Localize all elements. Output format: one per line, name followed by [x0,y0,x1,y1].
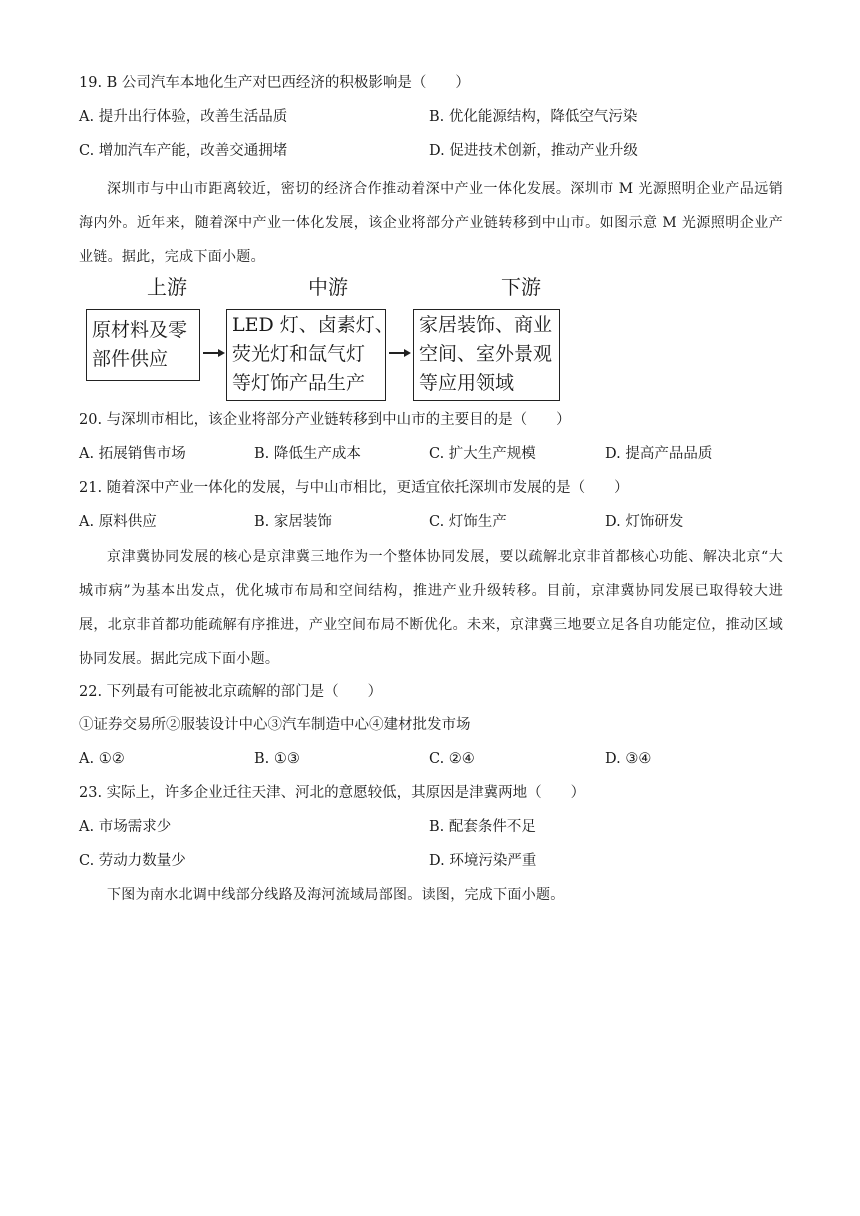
question-22-items: ①证券交易所②服装设计中心③汽车制造中心④建材批发市场 [79,717,471,733]
question-23-option-a[interactable]: A. 市场需求少 [79,819,172,835]
midstream-line-3: 等灯饰产品生产 [232,372,366,394]
passage-shenzhen-zhongshan: 深圳市与中山市距离较近，密切的经济合作推动着深中产业一体化发展。深圳市 M 光源照明企业产品远销海内外。近年来，随着深中产业一体化发展，该企业将部分产业链转移到中山市。如图示意 M 光源照明企业产业链。据此，完成下面小题。 [79,181,783,265]
question-20-option-b[interactable]: B. 降低生产成本 [254,446,361,462]
stage-midstream-label: 中游 [308,275,348,299]
arrow-right-icon [389,349,411,357]
midstream-line-2: 荧光灯和氙气灯 [232,343,366,365]
question-21-option-c[interactable]: C. 灯饰生产 [429,514,507,530]
question-20-option-a[interactable]: A. 拓展销售市场 [79,446,186,462]
midstream-line-1: LED 灯、卤素灯、 [232,314,394,336]
question-21-stem: 21. 随着深中产业一体化的发展，与中山市相比，更适宜依托深圳市发展的是（ ） [79,480,629,496]
downstream-line-3: 等应用领域 [419,372,515,394]
arrow-right-icon [203,349,225,357]
question-19-option-c[interactable]: C. 增加汽车产能，改善交通拥堵 [79,143,288,159]
question-19-option-a[interactable]: A. 提升出行体验，改善生活品质 [79,109,288,125]
downstream-line-1: 家居装饰、商业 [419,314,553,336]
question-20-option-c[interactable]: C. 扩大生产规模 [429,446,536,462]
question-23-option-c[interactable]: C. 劳动力数量少 [79,853,186,869]
upstream-box [86,309,200,381]
passage-south-north-water: 下图为南水北调中线部分线路及海河流域局部图。读图，完成下面小题。 [107,887,565,903]
question-22-stem: 22. 下列最有可能被北京疏解的部门是（ ） [79,684,383,700]
downstream-box [413,309,560,401]
question-22-option-c[interactable]: C. ②④ [429,751,475,767]
stage-upstream-label: 上游 [147,275,187,299]
question-22-option-a[interactable]: A. ①② [79,751,125,767]
question-21-option-b[interactable]: B. 家居装饰 [254,514,332,530]
question-19-option-d[interactable]: D. 促进技术创新，推动产业升级 [429,143,638,159]
question-19-stem: 19. B 公司汽车本地化生产对巴西经济的积极影响是（ ） [79,75,470,91]
question-23-option-d[interactable]: D. 环境污染严重 [429,853,537,869]
midstream-box [226,309,394,401]
question-22-option-b[interactable]: B. ①③ [254,751,300,767]
question-21-option-d[interactable]: D. 灯饰研发 [605,514,684,530]
question-20-stem: 20. 与深圳市相比，该企业将部分产业链转移到中山市的主要目的是（ ） [79,412,571,428]
downstream-line-2: 空间、室外景观 [419,343,553,365]
question-21-option-a[interactable]: A. 原料供应 [79,514,157,530]
industry-chain-figure [86,275,566,395]
stage-downstream-label: 下游 [501,275,541,299]
upstream-line-1: 原材料及零 [92,319,188,341]
question-23-option-b[interactable]: B. 配套条件不足 [429,819,536,835]
question-19-option-b[interactable]: B. 优化能源结构，降低空气污染 [429,109,638,125]
upstream-line-2: 部件供应 [92,348,169,370]
question-23-stem: 23. 实际上，许多企业迁往天津、河北的意愿较低，其原因是津冀两地（ ） [79,785,586,801]
question-20-option-d[interactable]: D. 提高产品品质 [605,446,713,462]
passage-jingjinji: 京津冀协同发展的核心是京津冀三地作为一个整体协同发展，要以疏解北京非首都核心功能、解决北京“大城市病”为基本出发点，优化城市布局和空间结构，推进产业升级转移。目前，京津冀协同发展已取得较大进展，北京非首都功能疏解有序推进，产业空间布局不断优化。未来，京津冀三地要立足各自功能定位，推动区域协同发展。据此完成下面小题。 [79,549,783,667]
question-22-option-d[interactable]: D. ③④ [605,751,652,767]
